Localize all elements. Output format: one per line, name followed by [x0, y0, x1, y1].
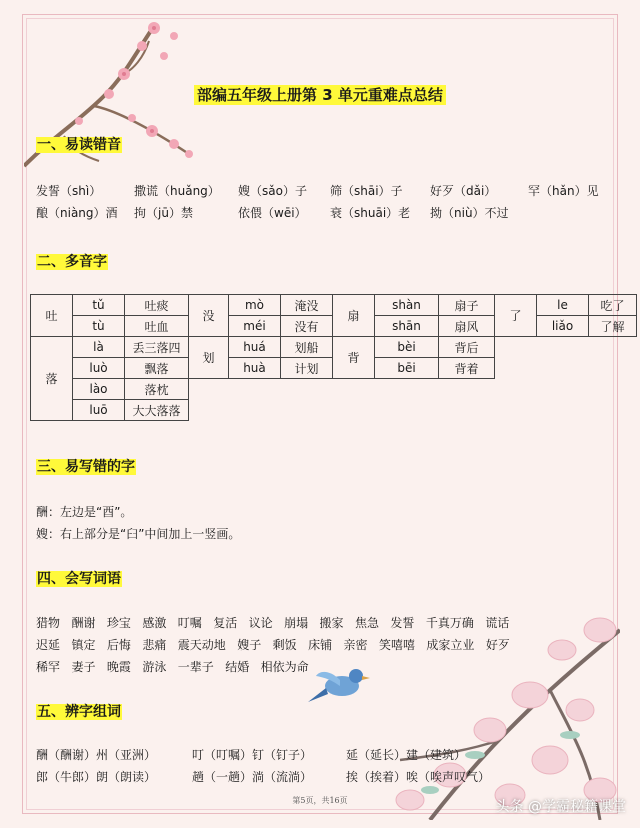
pinyin-cell: liǎo	[537, 316, 589, 337]
pinyin-cell: bēi	[375, 358, 439, 379]
pinyin-cell: là	[73, 337, 125, 358]
pinyin-cell: tù	[73, 316, 125, 337]
word-pair: 酬（酬谢）州（亚洲）	[36, 748, 157, 762]
pinyin-cell: le	[537, 295, 589, 316]
word-cell: 背着	[439, 358, 495, 379]
word-pair: 郎（牛郎）朗（朗读）	[36, 770, 157, 784]
word-pair: 挨（挨着）唉（唉声叹气）	[346, 770, 491, 784]
section-3-heading: 三、易写错的字	[37, 459, 135, 475]
pron-item: 拗（niù）不过	[430, 206, 509, 220]
section-5-heading: 五、辨字组词	[37, 704, 121, 720]
word-cell: 扇风	[439, 316, 495, 337]
poly-char: 没	[189, 295, 229, 337]
word-cell: 飘落	[125, 358, 189, 379]
pinyin-cell: shàn	[375, 295, 439, 316]
note-line: 酬：左边是“酉”。	[36, 505, 133, 519]
word-cell: 没有	[281, 316, 333, 337]
word-cell: 计划	[281, 358, 333, 379]
bird-icon	[308, 669, 370, 702]
word-list-row: 猎物 酬谢 珍宝 感激 叮嘱 复活 议论 崩塌 搬家 焦急 发誓 千真万确 谎话	[36, 616, 510, 630]
pron-item: 嫂（sǎo）子	[238, 184, 307, 198]
pron-item: 筛（shāi）子	[330, 184, 403, 198]
pron-item: 发誓（shì）	[36, 184, 102, 198]
word-cell: 吐痰	[125, 295, 189, 316]
pinyin-cell: huá	[229, 337, 281, 358]
poly-char: 落	[31, 337, 73, 421]
pron-item: 衰（shuāi）老	[330, 206, 411, 220]
pinyin-cell: lào	[73, 379, 125, 400]
word-cell: 吃了	[589, 295, 637, 316]
poly-char: 划	[189, 337, 229, 379]
word-cell: 吐血	[125, 316, 189, 337]
section-2-heading: 二、多音字	[37, 254, 107, 270]
pron-item: 好歹（dǎi）	[430, 184, 497, 198]
word-cell: 淹没	[281, 295, 333, 316]
word-cell: 大大落落	[125, 400, 189, 421]
pron-item: 拘（jū）禁	[134, 206, 193, 220]
word-cell: 了解	[589, 316, 637, 337]
page-footer: 第5页，共16页	[292, 796, 348, 805]
pinyin-cell: shān	[375, 316, 439, 337]
pinyin-cell: huà	[229, 358, 281, 379]
word-list-row: 稀罕 妻子 晚霞 游泳 一辈子 结婚 相依为命	[36, 660, 309, 674]
poly-char: 背	[333, 337, 375, 379]
pron-item: 撒谎（huǎng）	[134, 184, 220, 198]
word-list-row: 迟延 镇定 后悔 悲痛 震天动地 嫂子 剩饭 床铺 亲密 笑嘻嘻 成家立业 好歹	[36, 638, 510, 652]
pinyin-cell: tǔ	[73, 295, 125, 316]
pinyin-cell: mò	[229, 295, 281, 316]
polyphonic-table	[30, 294, 637, 421]
word-cell: 扇子	[439, 295, 495, 316]
pron-item: 酿（niàng）酒	[36, 206, 118, 220]
poly-char: 扇	[333, 295, 375, 337]
word-pair: 叮（叮嘱）钉（钉子）	[192, 748, 313, 762]
pinyin-cell: luò	[73, 358, 125, 379]
pinyin-cell: méi	[229, 316, 281, 337]
pinyin-cell: bèi	[375, 337, 439, 358]
note-line: 嫂：右上部分是“臼”中间加上一竖画。	[36, 527, 241, 541]
section-4-heading: 四、会写词语	[37, 571, 121, 587]
word-cell: 落枕	[125, 379, 189, 400]
poly-char: 吐	[31, 295, 73, 337]
watermark: 头条 @学霸秘籍课堂	[495, 799, 626, 815]
word-pair: 趟（一趟）淌（流淌）	[192, 770, 313, 784]
word-cell: 丢三落四	[125, 337, 189, 358]
poly-char: 了	[495, 295, 537, 337]
word-cell: 划船	[281, 337, 333, 358]
pron-item: 罕（hǎn）见	[528, 184, 599, 198]
page-title: 部编五年级上册第 3 单元重难点总结	[0, 84, 640, 105]
pinyin-cell: luō	[73, 400, 125, 421]
section-1-heading: 一、易读错音	[37, 137, 121, 153]
word-pair: 延（延长）建（建筑）	[346, 748, 467, 762]
pron-item: 依偎（wēi）	[238, 206, 307, 220]
word-cell: 背后	[439, 337, 495, 358]
